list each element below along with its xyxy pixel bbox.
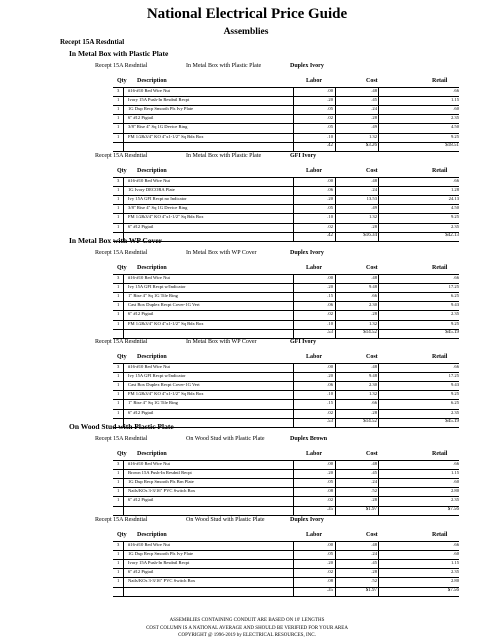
assembly-device: Duplex Ivory <box>290 63 324 69</box>
assembly-category: Recept 15A Resdntial <box>95 339 148 345</box>
table-row-labor: .20 <box>327 560 333 566</box>
column-divider <box>378 363 379 427</box>
table-row-qty: 1 <box>117 115 120 121</box>
table-row-qty: 1 <box>117 470 120 476</box>
table-row-retail: 9.25 <box>450 320 459 326</box>
column-header-cost: Cost <box>366 451 378 457</box>
table-row-qty: 1 <box>117 133 120 139</box>
table-row-cost: .48 <box>371 364 377 369</box>
table-row-labor: .06 <box>327 302 333 308</box>
column-header-description: Description <box>137 168 167 174</box>
table-row-labor: .00 <box>327 275 333 280</box>
total-labor: .42 <box>326 232 333 238</box>
table-row-labor: .05 <box>327 479 333 485</box>
table-row-labor: .10 <box>327 214 333 220</box>
table-row-retail: 9.25 <box>450 391 459 397</box>
table-row-cost: .49 <box>371 124 377 130</box>
table-row-qty: 3 <box>117 364 120 369</box>
table-row-retail: .66 <box>453 542 459 547</box>
table-row-qty: 1 <box>117 391 120 397</box>
column-divider <box>123 177 124 241</box>
total-cost: $16.34 <box>363 232 377 238</box>
table-row-cost: .24 <box>371 187 377 193</box>
table-row-labor: .15 <box>327 400 333 406</box>
table-row-description: 1G Dup Recp Smooth Pls Ivy Plate <box>128 551 194 557</box>
table-row-description: 3/8" Rise 4" Sq 1G Device Ring <box>128 205 188 211</box>
column-divider <box>335 274 336 338</box>
column-header-cost: Cost <box>366 168 378 174</box>
table-row-retail: 2.80 <box>450 488 459 494</box>
column-header-retail: Retail <box>432 451 448 457</box>
column-divider <box>123 87 124 151</box>
table-row-retail: .66 <box>453 364 459 369</box>
table-row-retail: .60 <box>453 479 459 485</box>
table-row-description: Ivy 15A GFI Recpt no Indicator <box>128 196 187 202</box>
column-divider <box>378 177 379 241</box>
table-row-description: 6" #12 Pigtail <box>128 115 154 121</box>
table-bottom-rule <box>113 596 459 597</box>
column-header-retail: Retail <box>432 532 448 538</box>
table-row-cost: .49 <box>371 205 377 211</box>
table-row-description: Nails/KOs 3-3/16" PVC Switch Box <box>128 578 196 584</box>
column-divider <box>293 460 294 515</box>
table-row-description: #16-#10 Red Wire Nut <box>128 364 170 369</box>
table-row-labor: .02 <box>327 115 333 121</box>
table-row-description: Cast Box Duplex Recpt Cover-1G Vert <box>128 382 200 388</box>
table-row-cost: .52 <box>371 488 377 494</box>
table-row-retail: 9.25 <box>450 133 459 139</box>
page-subtitle: Assemblies <box>223 27 269 37</box>
table-row-retail: 6.25 <box>450 293 459 299</box>
total-labor: .35 <box>326 587 333 593</box>
total-retail: $45.19 <box>445 329 459 335</box>
table-row-retail: 9.25 <box>450 214 459 220</box>
table-row-labor: .20 <box>327 373 333 379</box>
table-row-qty: 3 <box>117 88 120 93</box>
table-row-description: FM 1/2&3/4" KO 4"x1-1/2" Sq Bdx Box <box>128 391 204 397</box>
table-row-description: Ivory 15A Push-In Resdntl Recpt <box>128 560 190 566</box>
assembly-category: Recept 15A Resdntial <box>95 436 148 442</box>
column-header-cost: Cost <box>366 354 378 360</box>
table-row-qty: 1 <box>117 196 120 202</box>
table-row-labor: .08 <box>327 578 333 584</box>
assembly-box-type: On Wood Stud with Plastic Plate <box>186 517 265 523</box>
total-cost: $1.97 <box>365 587 377 593</box>
column-header-cost: Cost <box>366 78 378 84</box>
table-row-labor: .05 <box>327 205 333 211</box>
table-row-labor: .05 <box>327 124 333 130</box>
table-row-labor: .05 <box>327 106 333 112</box>
table-row-labor: .20 <box>327 284 333 290</box>
assembly-device: Duplex Ivory <box>290 517 324 523</box>
page-title: National Electrical Price Guide <box>146 6 348 22</box>
table-row-qty: 1 <box>117 311 120 317</box>
table-row-cost: 9.48 <box>368 373 377 379</box>
table-row-qty: 1 <box>117 320 120 326</box>
column-header-qty: Qty <box>117 532 127 538</box>
table-row-cost: .45 <box>371 97 377 103</box>
assembly-device: GFI Ivory <box>290 339 317 345</box>
table-row-qty: 1 <box>117 569 120 575</box>
table-row-cost: .24 <box>371 551 377 557</box>
table-row-labor: .00 <box>327 364 333 369</box>
subcategory-heading: On Wood Stud with Plastic Plate <box>69 422 174 431</box>
column-divider <box>378 274 379 338</box>
table-row-description: 6" #12 Pigtail <box>128 409 154 415</box>
table-row-qty: 3 <box>117 178 120 183</box>
table-row-qty: 1 <box>117 223 120 229</box>
table-row-description: #16-#10 Red Wire Nut <box>128 178 170 183</box>
table-row-retail: .60 <box>453 106 459 112</box>
table-row-description: 1" Rise 4" Sq 1G Tile Ring <box>128 400 178 406</box>
table-row-qty: 1 <box>117 373 120 379</box>
table-row-qty: 1 <box>117 400 120 406</box>
subcategory-heading: In Metal Box with Plastic Plate <box>69 49 169 58</box>
column-header-labor: Labor <box>306 451 323 457</box>
table-row-labor: .02 <box>327 409 333 415</box>
table-row-labor: .02 <box>327 311 333 317</box>
table-row-qty: 3 <box>117 461 120 466</box>
total-retail: $7.56 <box>447 506 459 512</box>
column-divider <box>293 274 294 338</box>
table-bottom-rule <box>113 151 459 152</box>
table-row-cost: 2.30 <box>368 382 377 388</box>
column-divider <box>123 460 124 515</box>
total-labor: .53 <box>326 329 333 335</box>
column-header-qty: Qty <box>117 78 127 84</box>
total-retail: $7.56 <box>447 587 459 593</box>
table-row-description: Cast Box Duplex Recpt Cover-1G Vert <box>128 302 200 308</box>
table-row-retail: 1.15 <box>450 470 459 476</box>
column-header-qty: Qty <box>117 451 127 457</box>
table-row-cost: .28 <box>371 409 377 415</box>
table-row-description: 3/8" Rise 4" Sq 1G Device Ring <box>128 124 188 130</box>
table-row-labor: .20 <box>327 196 333 202</box>
table-row-labor: .02 <box>327 497 333 503</box>
total-retail: $18.51 <box>445 142 459 148</box>
column-header-description: Description <box>137 265 167 271</box>
category-heading: Recept 15A Resdntial <box>60 38 125 46</box>
table-row-retail: 1.15 <box>450 560 459 566</box>
table-row-description: 1G Dup Recp Smooth Pls Ivy Plate <box>128 106 194 112</box>
table-row-labor: .20 <box>327 470 333 476</box>
table-row-labor: .06 <box>327 187 333 193</box>
table-row-cost: .28 <box>371 497 377 503</box>
table-row-description: Ivy 15A GFI Recpt w/Indicator <box>128 373 186 379</box>
table-row-qty: 1 <box>117 284 120 290</box>
column-divider <box>335 460 336 515</box>
table-row-description: 6" #12 Pigtail <box>128 497 154 503</box>
total-labor: .42 <box>326 142 333 148</box>
table-row-retail: 1.28 <box>450 187 459 193</box>
total-labor: .53 <box>326 418 333 424</box>
column-header-retail: Retail <box>432 168 448 174</box>
table-row-cost: .45 <box>371 560 377 566</box>
table-row-labor: .02 <box>327 569 333 575</box>
assembly-device: GFI Ivory <box>290 153 317 159</box>
table-row-cost: 1.32 <box>368 391 377 397</box>
table-row-retail: 24.13 <box>448 196 459 202</box>
assembly-box-type: In Metal Box with Plastic Plate <box>186 153 262 159</box>
table-row-description: 6" #12 Pigtail <box>128 311 154 317</box>
table-row-cost: .24 <box>371 479 377 485</box>
total-labor: .35 <box>326 506 333 512</box>
column-header-labor: Labor <box>306 168 323 174</box>
table-row-description: #16-#10 Red Wire Nut <box>128 88 170 93</box>
table-row-cost: .45 <box>371 470 377 476</box>
table-row-cost: .48 <box>371 275 377 280</box>
table-row-labor: .06 <box>327 382 333 388</box>
column-header-description: Description <box>137 78 167 84</box>
table-row-retail: 9.43 <box>450 382 459 388</box>
table-row-cost: .66 <box>371 293 377 299</box>
footer-note: COPYRIGHT @ 1996-2019 by ELECTRICAL RESOURCES, INC. <box>178 633 316 638</box>
table-row-labor: .10 <box>327 391 333 397</box>
table-row-retail: 4.50 <box>450 205 459 211</box>
assembly-category: Recept 15A Resdntial <box>95 153 148 159</box>
total-cost: $1.97 <box>365 506 377 512</box>
table-row-qty: 1 <box>117 124 120 130</box>
column-header-labor: Labor <box>306 532 323 538</box>
table-row-retail: 2.35 <box>450 223 459 229</box>
assembly-category: Recept 15A Resdntial <box>95 250 148 256</box>
table-row-qty: 1 <box>117 497 120 503</box>
assembly-device: Duplex Ivory <box>290 250 324 256</box>
assembly-box-type: On Wood Stud with Plastic Plate <box>186 436 265 442</box>
table-row-description: 1G Dup Recp Smooth Pls Brn Plate <box>128 479 194 485</box>
table-row-description: FM 1/2&3/4" KO 4"x1-1/2" Sq Bdx Box <box>128 214 204 220</box>
column-header-cost: Cost <box>366 532 378 538</box>
column-header-description: Description <box>137 354 167 360</box>
column-header-description: Description <box>137 532 167 538</box>
table-bottom-rule <box>113 241 459 242</box>
column-header-qty: Qty <box>117 354 127 360</box>
table-row-cost: .28 <box>371 569 377 575</box>
table-row-cost: .48 <box>371 542 377 547</box>
total-retail: $42.13 <box>445 232 459 238</box>
footer-note: ASSEMBLIES CONTAINING CONDUIT ARE BASED ON 10' LENGTHS <box>169 618 325 623</box>
table-row-qty: 1 <box>117 382 120 388</box>
table-row-retail: 17.25 <box>448 373 459 379</box>
table-row-labor: .10 <box>327 320 333 326</box>
table-row-qty: 1 <box>117 551 120 557</box>
assembly-box-type: In Metal Box with WP Cover <box>186 339 257 345</box>
table-row-cost: .28 <box>371 115 377 121</box>
table-row-qty: 1 <box>117 302 120 308</box>
column-divider <box>123 363 124 427</box>
table-bottom-rule <box>113 515 459 516</box>
table-row-retail: .66 <box>453 461 459 466</box>
total-retail: $45.19 <box>445 418 459 424</box>
table-row-cost: .24 <box>371 106 377 112</box>
table-row-qty: 1 <box>117 293 120 299</box>
total-cost: $14.52 <box>363 329 377 335</box>
column-header-labor: Labor <box>306 354 323 360</box>
column-header-cost: Cost <box>366 265 378 271</box>
column-divider <box>335 87 336 151</box>
table-row-labor: .02 <box>327 223 333 229</box>
table-row-retail: 1.15 <box>450 97 459 103</box>
table-row-labor: .15 <box>327 293 333 299</box>
assembly-category: Recept 15A Resdntial <box>95 63 148 69</box>
column-header-retail: Retail <box>432 354 448 360</box>
table-row-cost: 1.32 <box>368 320 377 326</box>
table-row-qty: 1 <box>117 578 120 584</box>
total-cost: $3.26 <box>365 142 377 148</box>
table-row-labor: .00 <box>327 542 333 547</box>
column-header-qty: Qty <box>117 168 127 174</box>
table-row-description: FM 1/2&3/4" KO 4"x1-1/2" Sq Bdx Box <box>128 320 204 326</box>
table-row-qty: 3 <box>117 275 120 280</box>
table-row-qty: 1 <box>117 409 120 415</box>
table-row-cost: .48 <box>371 178 377 183</box>
table-row-cost: 13.53 <box>366 196 377 202</box>
table-row-retail: 6.25 <box>450 400 459 406</box>
table-row-labor: .20 <box>327 97 333 103</box>
column-header-retail: Retail <box>432 265 448 271</box>
table-row-retail: 2.80 <box>450 578 459 584</box>
table-row-description: #16-#10 Red Wire Nut <box>128 542 170 547</box>
table-row-qty: 1 <box>117 560 120 566</box>
table-row-description: #16-#10 Red Wire Nut <box>128 461 170 466</box>
table-row-labor: .00 <box>327 178 333 183</box>
table-row-qty: 1 <box>117 205 120 211</box>
table-row-cost: 9.48 <box>368 284 377 290</box>
table-row-retail: 17.25 <box>448 284 459 290</box>
column-header-labor: Labor <box>306 78 323 84</box>
column-divider <box>378 87 379 151</box>
table-row-cost: .48 <box>371 88 377 93</box>
table-row-cost: .28 <box>371 223 377 229</box>
footer-note: COST COLUMN IS A NATIONAL AVERAGE AND SHOULD BE VERIFIED FOR YOUR AREA <box>146 625 348 631</box>
table-row-qty: 1 <box>117 488 120 494</box>
column-divider <box>335 177 336 241</box>
table-row-qty: 3 <box>117 542 120 547</box>
table-row-retail: 4.50 <box>450 124 459 130</box>
assembly-device: Duplex Brown <box>290 436 328 442</box>
table-row-retail: .66 <box>453 275 459 280</box>
table-row-retail: .66 <box>453 88 459 93</box>
table-row-retail: 2.35 <box>450 311 459 317</box>
column-divider <box>378 460 379 515</box>
column-header-retail: Retail <box>432 78 448 84</box>
table-row-labor: .00 <box>327 461 333 466</box>
column-divider <box>335 541 336 596</box>
table-row-description: Ivory 15A Push-In Resdntl Recpt <box>128 97 190 103</box>
subcategory-heading: In Metal Box with WP Cover <box>69 236 162 245</box>
table-row-retail: .60 <box>453 551 459 557</box>
table-row-description: 6" #12 Pigtail <box>128 569 154 575</box>
table-row-qty: 1 <box>117 187 120 193</box>
table-row-qty: 1 <box>117 479 120 485</box>
column-divider <box>293 177 294 241</box>
table-row-retail: 2.35 <box>450 115 459 121</box>
table-row-retail: 2.35 <box>450 497 459 503</box>
table-row-labor: .05 <box>327 551 333 557</box>
table-row-qty: 1 <box>117 97 120 103</box>
column-divider <box>293 541 294 596</box>
column-header-labor: Labor <box>306 265 323 271</box>
table-row-description: Nails/KOs 3-3/16" PVC Switch Box <box>128 488 196 494</box>
table-row-retail: .66 <box>453 178 459 183</box>
table-row-description: Ivy 15A GFI Recpt w/Indicator <box>128 284 186 290</box>
column-divider <box>335 363 336 427</box>
column-divider <box>123 541 124 596</box>
total-cost: $14.52 <box>363 418 377 424</box>
table-row-description: FM 1/2&3/4" KO 4"x1-1/2" Sq Bdx Box <box>128 133 204 139</box>
assembly-box-type: In Metal Box with Plastic Plate <box>186 63 262 69</box>
table-row-cost: 1.32 <box>368 133 377 139</box>
table-row-labor: .00 <box>327 88 333 93</box>
table-row-cost: 2.30 <box>368 302 377 308</box>
table-row-labor: .08 <box>327 488 333 494</box>
table-row-qty: 1 <box>117 214 120 220</box>
column-header-description: Description <box>137 451 167 457</box>
column-divider <box>378 541 379 596</box>
table-row-description: 6" #12 Pigtail <box>128 223 154 229</box>
table-row-cost: 1.32 <box>368 214 377 220</box>
table-row-cost: .48 <box>371 461 377 466</box>
table-row-cost: .28 <box>371 311 377 317</box>
table-row-cost: .52 <box>371 578 377 584</box>
table-row-labor: .10 <box>327 133 333 139</box>
table-row-retail: 2.35 <box>450 409 459 415</box>
table-row-description: Brown 15A Push-In Resdntl Recpt <box>128 470 192 476</box>
column-divider <box>293 363 294 427</box>
table-row-retail: 9.43 <box>450 302 459 308</box>
table-row-description: 1" Rise 4" Sq 1G Tile Ring <box>128 293 178 299</box>
assembly-category: Recept 15A Resdntial <box>95 517 148 523</box>
table-row-description: 1G Ivory DECORA Plate <box>128 187 175 193</box>
table-row-description: #16-#10 Red Wire Nut <box>128 275 170 280</box>
table-row-qty: 1 <box>117 106 120 112</box>
column-header-qty: Qty <box>117 265 127 271</box>
table-row-cost: .66 <box>371 400 377 406</box>
column-divider <box>123 274 124 338</box>
table-bottom-rule <box>113 338 459 339</box>
column-divider <box>293 87 294 151</box>
assembly-box-type: In Metal Box with WP Cover <box>186 250 257 256</box>
table-row-retail: 2.35 <box>450 569 459 575</box>
